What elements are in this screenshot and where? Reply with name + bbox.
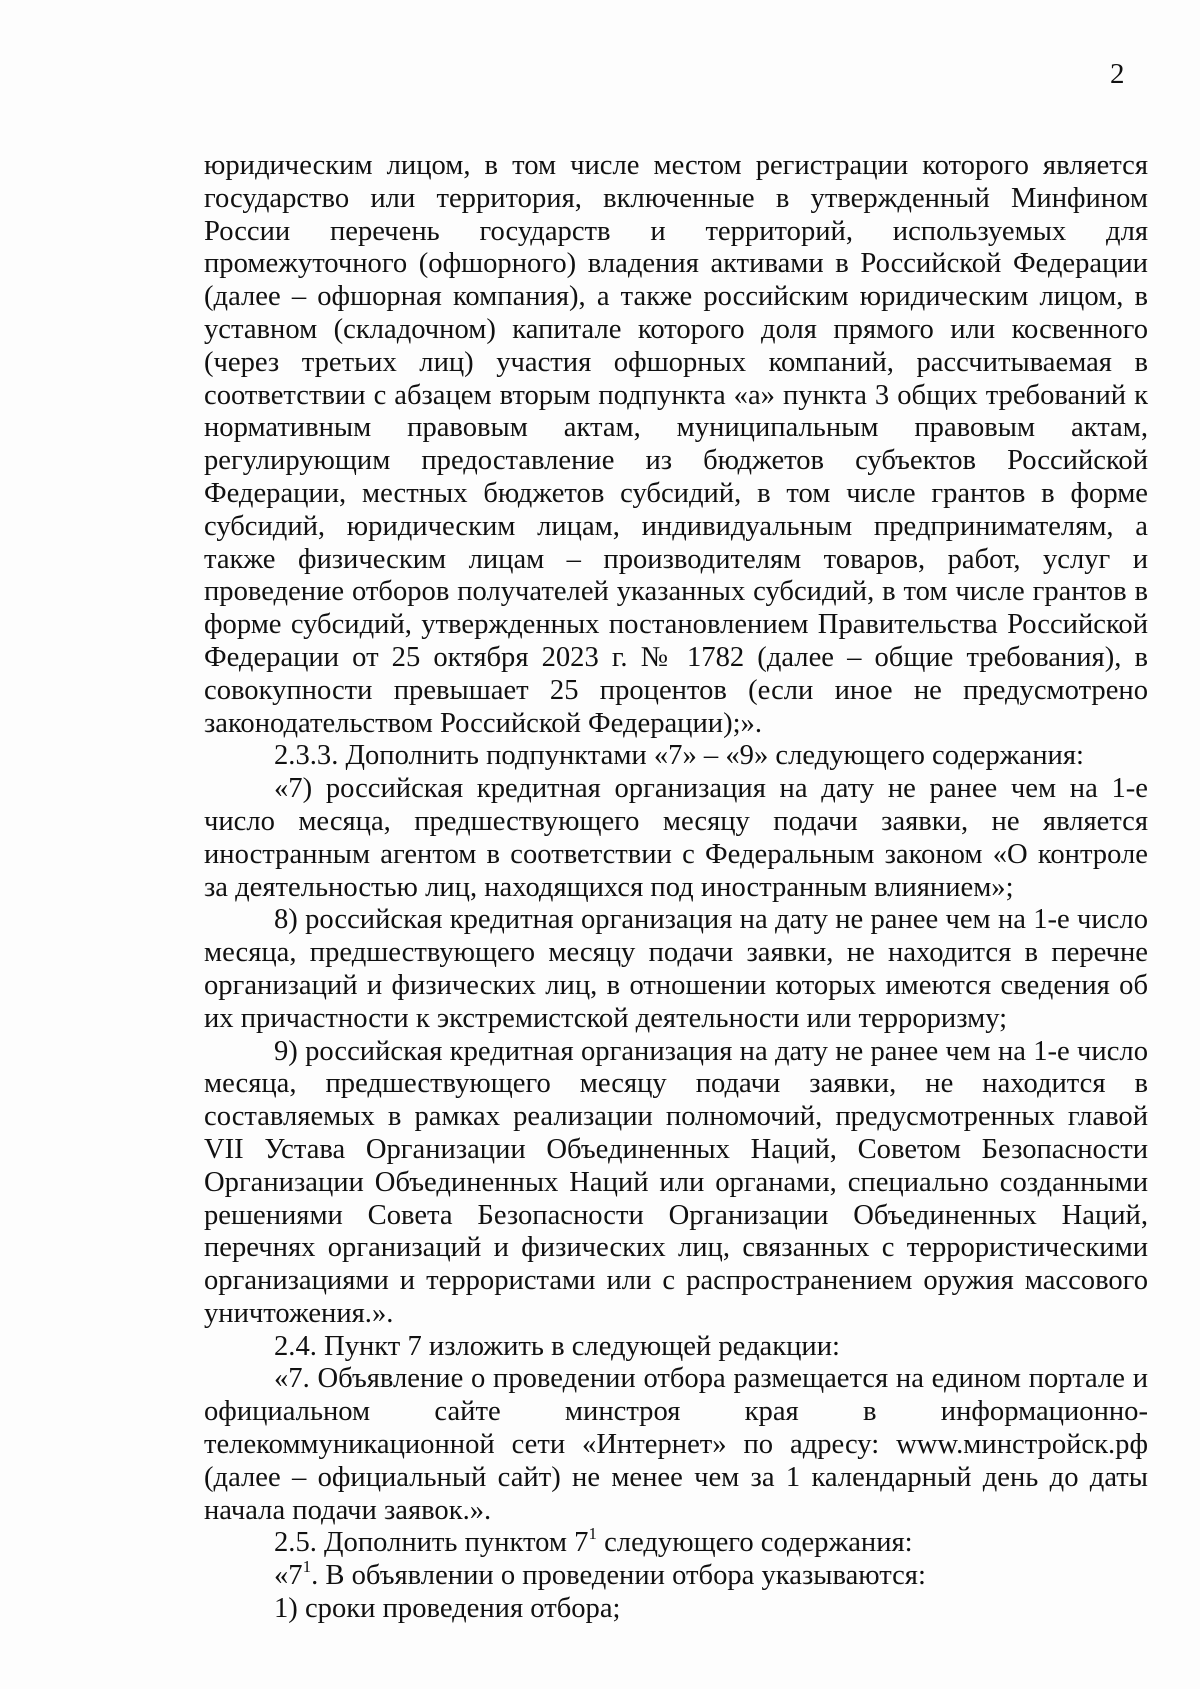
paragraph-2-5 [204,1523,1148,1560]
superscript: 1 [302,1556,312,1576]
paragraph-offshore-company: юридическим лицом, в том числе местом регистрации которого является государство или территория, включенные в утвержденный Минфином России перечень государств и территорий, используемых для промежуточного (офшорного) владения активами в Российской Федерации (далее – офшорная компания), а также российским юридическим лицом, в уставном (складочном) капитале которого доля прямого или косвенного (через третьих лиц) участия офшорных компаний, рассчитываемая в соответствии с абзацем вторым подпункта «а» пункта 3 общих требований к нормативным правовым актам, муниципальным правовым актам, регулирующим предоставление из бюджетов субъектов Российской Федерации, местных бюджетов субсидий, в том числе грантов в форме субсидий, юридическим лицам, индивидуальным предпринимателям, а также физическим лицам – производителям товаров, работ, услуг и проведение отборов получателей указанных субсидий, в том числе грантов в форме субсидий, утвержденных постановлением Правительства Российской Федерации от 25 октября 2023 г. № 1782 (далее – общие требования), в совокупности превышает 25 процентов (если иное не предусмотрено законодательством Российской Федерации);». [204,150,1148,739]
paragraph-item-1: 1) сроки проведения отбора; [274,1593,621,1625]
paragraph-point-7-1 [204,1556,1148,1593]
paragraph-item-7: «7) российская кредитная организация на дату не ранее чем на 1-е число месяца, предшествующего месяцу подачи заявки, не является иностранным агентом в соответствии с Федеральным законом «О контроле за деятельностью лиц, находящихся под иностранным влиянием»; [204,773,1148,903]
page-number: 2 [1110,58,1125,90]
paragraph-2-5-text: 2.5. Дополнить пунктом 7 [274,1527,589,1559]
paragraph-item-9: 9) российская кредитная организация на дату не ранее чем на 1-е число месяца, предшествующего месяцу подачи заявки, не находится в составляемых в рамках реализации полномочий, предусмотренных главой VII Устава Организации Объединенных Наций, Советом Безопасности Организации Объединенных Наций или органами, специально созданными решениями Совета Безопасности Организации Объединенных Наций, перечнях организаций и физических лиц, связанных с террористическими организациями и террористами или с распространением оружия массового уничтожения.». [204,1035,1148,1329]
paragraph-2-5-tail: следующего содержания: [604,1527,913,1559]
paragraph-7-1-text: . В объявлении о проведении отбора указываются: [311,1560,926,1592]
paragraph-2-3-3: 2.3.3. Дополнить подпунктами «7» – «9» следующего содержания: [274,740,1084,772]
paragraph-2-4: 2.4. Пункт 7 изложить в следующей редакции: [274,1330,840,1362]
paragraph-7-1-head: «7 [274,1560,303,1592]
superscript: 1 [588,1523,597,1543]
document-body [204,150,1148,1626]
paragraph-item-8: 8) российская кредитная организация на дату не ранее чем на 1-е число месяца, предшествующего месяцу подачи заявки, не находится в перечне организаций и физических лиц, в отношении которых имеются сведения об их причастности к экстремистской деятельности или терроризму; [204,904,1148,1034]
paragraph-point-7: «7. Объявление о проведении отбора размещается на едином портале и официальном сайте минстроя края в информационно-телекоммуникационной сети «Интернет» по адресу: www.минстройск.рф (далее – официальный сайт) не менее чем за 1 календарный день до даты начала подачи заявок.». [204,1363,1148,1526]
